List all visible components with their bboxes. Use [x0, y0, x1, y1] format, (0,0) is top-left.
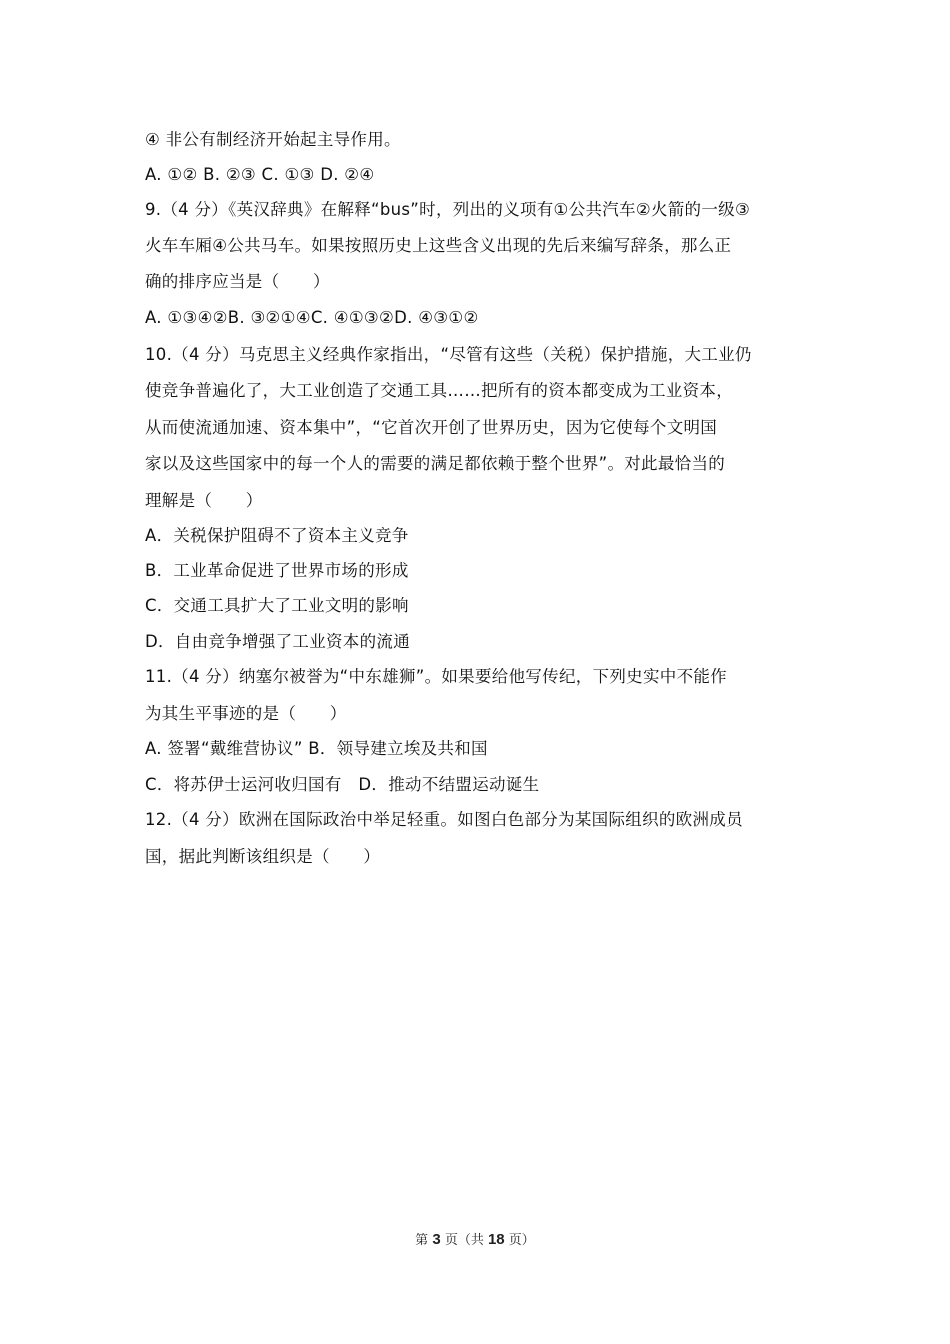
question-12-line-1: 12.（4 分）欧洲在国际政治中举足轻重。如图白色部分为某国际组织的欧洲成员	[145, 810, 743, 829]
question-9-line-3: 确的排序应当是（ ）	[145, 272, 330, 291]
question-11-line-2: 为其生平事迹的是（ ）	[145, 704, 347, 723]
question-12-line-2: 国，据此判断该组织是（ ）	[145, 847, 381, 866]
footer-middle: 页（共	[444, 1233, 484, 1248]
question-10-line-2: 使竞争普遍化了，大工业创造了交通工具……把所有的资本都变成为工业资本，	[145, 381, 733, 400]
footer-total-pages: 18	[487, 1231, 505, 1248]
question-10-line-1: 10.（4 分）马克思主义经典作家指出，“尽管有这些（关税）保护措施，大工业仍	[145, 345, 752, 364]
question-10-line-3: 从而使流通加速、资本集中”，“它首次开创了世界历史，因为它使每个文明国	[145, 418, 718, 437]
footer-page-number: 3	[432, 1231, 441, 1248]
question-11-line-1: 11.（4 分）纳塞尔被誉为“中东雄狮”。如果要给他写传纪，下列史实中不能作	[145, 667, 727, 686]
question-10-line-4: 家以及这些国家中的每一个人的需要的满足都依赖于整个世界”。对此最恰当的	[145, 454, 726, 473]
answer-option-q10-d: D．自由竞争增强了工业资本的流通	[145, 632, 411, 651]
footer-prefix: 第	[415, 1233, 429, 1248]
answer-option-q10-a: A．关税保护阻碍不了资本主义竞争	[145, 526, 409, 545]
question-10-line-5: 理解是（ ）	[145, 491, 263, 510]
answer-options-q11-cd: C．将苏伊士运河收归国有 D．推动不结盟运动诞生	[145, 775, 540, 794]
page-footer	[0, 1229, 950, 1248]
answer-options-q8: A. ①② B. ②③ C. ①③ D. ②④	[145, 165, 375, 184]
answer-option-q10-c: C．交通工具扩大了工业文明的影响	[145, 596, 409, 615]
answer-option-q10-b: B．工业革命促进了世界市场的形成	[145, 561, 409, 580]
question-9-line-1: 9.（4 分）《英汉辞典》在解释“bus”时，列出的义项有①公共汽车②火箭的一级③	[145, 200, 751, 219]
answer-options-q11-ab: A. 签署“戴维营协议” B．领导建立埃及共和国	[145, 739, 488, 758]
question-9-line-2: 火车车厢④公共马车。如果按照历史上这些含义出现的先后来编写辞条，那么正	[145, 236, 732, 255]
answer-options-q9: A. ①③④②B. ③②①④C. ④①③②D. ④③①②	[145, 308, 479, 327]
option-line-q8-item4: ④ 非公有制经济开始起主导作用。	[145, 130, 401, 149]
footer-suffix: 页）	[508, 1233, 535, 1248]
